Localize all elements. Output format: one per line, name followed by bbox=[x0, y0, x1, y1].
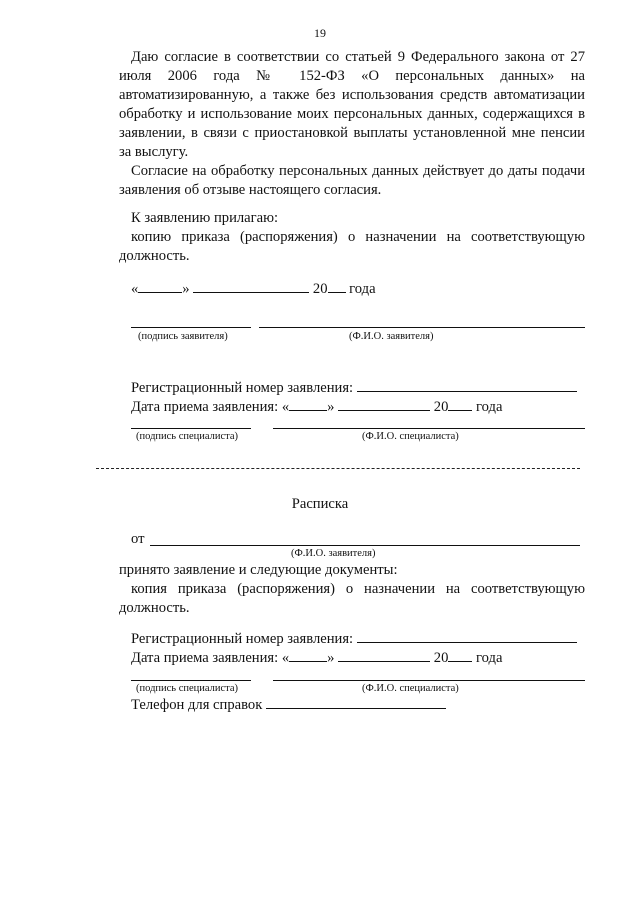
registration-number-blank[interactable] bbox=[357, 377, 577, 392]
consent-paragraph: Даю согласие в соответствии со статьей 9 Федерального закона от 27 июля 2006 года № 152-ФЗ «О персональных данных» на автоматизированную, а также без использования средств автоматизации обработку и использование моих персональных данных, содержащихся в заявлении, в связи с приостановкой выплаты установленной мне пенсии за выслугу. bbox=[119, 49, 585, 160]
receipt-title: Расписка bbox=[291, 496, 349, 512]
phone-line bbox=[131, 694, 446, 715]
applicant-signature-line[interactable] bbox=[131, 327, 251, 328]
day-blank[interactable] bbox=[138, 278, 182, 293]
receipt-registration-date-line bbox=[131, 647, 502, 668]
month-blank[interactable] bbox=[338, 396, 430, 411]
phone-blank[interactable] bbox=[266, 694, 446, 709]
year-word: года bbox=[476, 650, 503, 666]
applicant-signature-caption: (подпись заявителя) bbox=[138, 331, 228, 342]
receipt-specialist-signature-caption: (подпись специалиста) bbox=[136, 683, 239, 694]
receipt-from-label: от bbox=[131, 531, 145, 547]
attachment-item: копию приказа (распоряжения) о назначении на соответствующую должность. bbox=[119, 229, 585, 264]
year-blank[interactable] bbox=[448, 396, 472, 411]
receipt-specialist-name-line[interactable] bbox=[273, 680, 585, 681]
receipt-from-caption: (Ф.И.О. заявителя) bbox=[291, 548, 376, 559]
receipt-registration-number-line bbox=[131, 628, 577, 649]
open-quote: « bbox=[131, 281, 139, 297]
registration-number-label: Регистрационный номер заявления: bbox=[131, 380, 354, 396]
day-blank[interactable] bbox=[289, 647, 327, 662]
receipt-from-line bbox=[131, 530, 144, 549]
year-blank[interactable] bbox=[328, 278, 346, 293]
registration-date-label: Дата приема заявления: bbox=[131, 399, 279, 415]
month-blank[interactable] bbox=[193, 278, 309, 293]
century: 20 bbox=[433, 399, 449, 415]
page-number: 19 bbox=[314, 26, 326, 40]
receipt-accepted-text: принято заявление и следующие документы: bbox=[119, 562, 398, 578]
close-quote: » bbox=[327, 650, 335, 666]
registration-date-line bbox=[131, 396, 502, 417]
registration-date-label: Дата приема заявления: bbox=[131, 650, 279, 666]
receipt-specialist-name-caption: (Ф.И.О. специалиста) bbox=[362, 683, 459, 694]
applicant-name-line[interactable] bbox=[259, 327, 585, 328]
open-quote: « bbox=[281, 650, 290, 666]
specialist-name-caption: (Ф.И.О. специалиста) bbox=[362, 431, 459, 442]
receipt-from-blank[interactable] bbox=[150, 545, 580, 546]
application-date-line bbox=[131, 278, 376, 299]
year-word: года bbox=[349, 281, 376, 297]
specialist-name-line[interactable] bbox=[273, 428, 585, 429]
day-blank[interactable] bbox=[289, 396, 327, 411]
century: 20 bbox=[312, 281, 328, 297]
receipt-specialist-signature-line[interactable] bbox=[131, 680, 251, 681]
consent-validity-paragraph: Согласие на обработку персональных данных действует до даты подачи заявления об отзыве настоящего согласия. bbox=[119, 163, 585, 198]
applicant-name-caption: (Ф.И.О. заявителя) bbox=[349, 331, 434, 342]
close-quote: » bbox=[327, 399, 335, 415]
month-blank[interactable] bbox=[338, 647, 430, 662]
registration-number-line bbox=[131, 377, 577, 398]
receipt-document-item: копия приказа (распоряжения) о назначении на соответствующую должность. bbox=[119, 581, 585, 616]
open-quote: « bbox=[281, 399, 290, 415]
close-quote: » bbox=[182, 281, 190, 297]
year-word: года bbox=[476, 399, 503, 415]
attachments-heading: К заявлению прилагаю: bbox=[131, 210, 279, 226]
registration-number-label: Регистрационный номер заявления: bbox=[131, 631, 354, 647]
year-blank[interactable] bbox=[448, 647, 472, 662]
registration-number-blank[interactable] bbox=[357, 628, 577, 643]
specialist-signature-caption: (подпись специалиста) bbox=[136, 431, 239, 442]
specialist-signature-line[interactable] bbox=[131, 428, 251, 429]
phone-label: Телефон для справок bbox=[131, 697, 263, 713]
cut-line bbox=[96, 468, 580, 469]
century: 20 bbox=[433, 650, 449, 666]
